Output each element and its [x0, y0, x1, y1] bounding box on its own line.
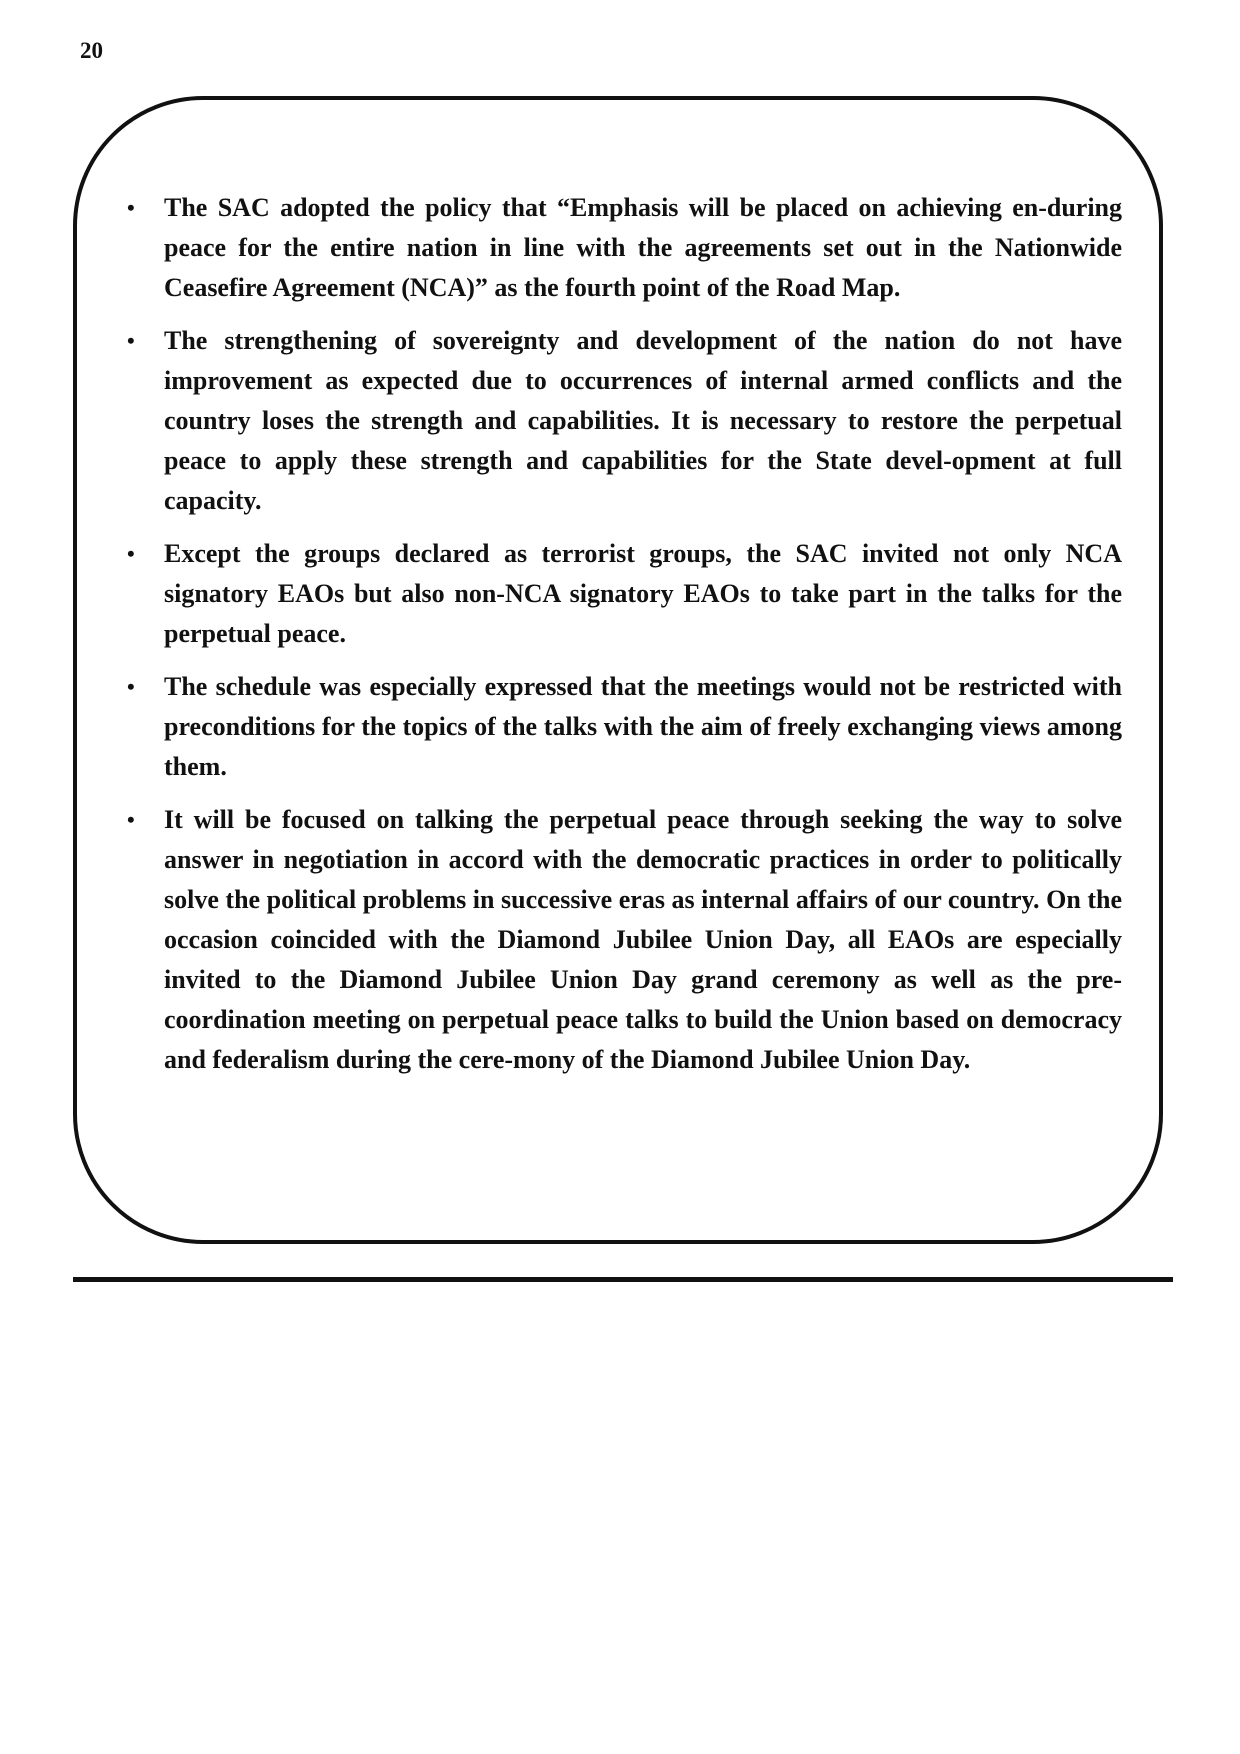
bullet-icon: •	[127, 541, 135, 566]
page-number: 20	[80, 38, 103, 63]
bullet-item-1	[127, 188, 1122, 308]
bullet-item-4	[127, 667, 1122, 787]
bullet-icon: •	[127, 674, 135, 699]
bullet-text-3: Except the groups declared as terrorist groups, the SAC invited not only NCA signatory EAOs but also non-NCA signatory EAOs to take part in the talks for the perpetual peace.	[164, 539, 1122, 648]
bullet-text-4: The schedule was especially expressed that the meetings would not be restricted with preconditions for the topics of the talks with the aim of freely exchanging views among them.	[164, 672, 1122, 781]
bullet-icon: •	[127, 807, 135, 832]
bullet-text-2: The strengthening of sovereignty and development of the nation do not have improvement as expected due to occurrences of internal armed conflicts and the country loses the strength and capabilities. It is necessary to restore the perpetual peace to apply these strength and capabilities for the State devel-opment at full capacity.	[164, 326, 1122, 515]
bullet-item-5	[127, 800, 1122, 1080]
bullet-icon: •	[127, 195, 135, 220]
bullet-item-2	[127, 321, 1122, 521]
bullet-text-1: The SAC adopted the policy that “Emphasis will be placed on achieving en-during peace for the entire nation in line with the agreements set out in the Nationwide Ceasefire Agreement (NCA)” as the fourth point of the Road Map.	[164, 193, 1122, 302]
footer-divider	[73, 1277, 1173, 1282]
bullet-list	[127, 188, 1122, 1093]
bullet-item-3	[127, 534, 1122, 654]
bullet-icon: •	[127, 328, 135, 353]
bullet-text-5: It will be focused on talking the perpetual peace through seeking the way to solve answer in negotiation in accord with the democratic practices in order to politically solve the political problems in successive eras as internal affairs of our country. On the occasion coincided with the Diamond Jubilee Union Day, all EAOs are especially invited to the Diamond Jubilee Union Day grand ceremony as well as the pre-coordination meeting on perpetual peace talks to build the Union based on democracy and federalism during the cere-mony of the Diamond Jubilee Union Day.	[164, 805, 1122, 1074]
